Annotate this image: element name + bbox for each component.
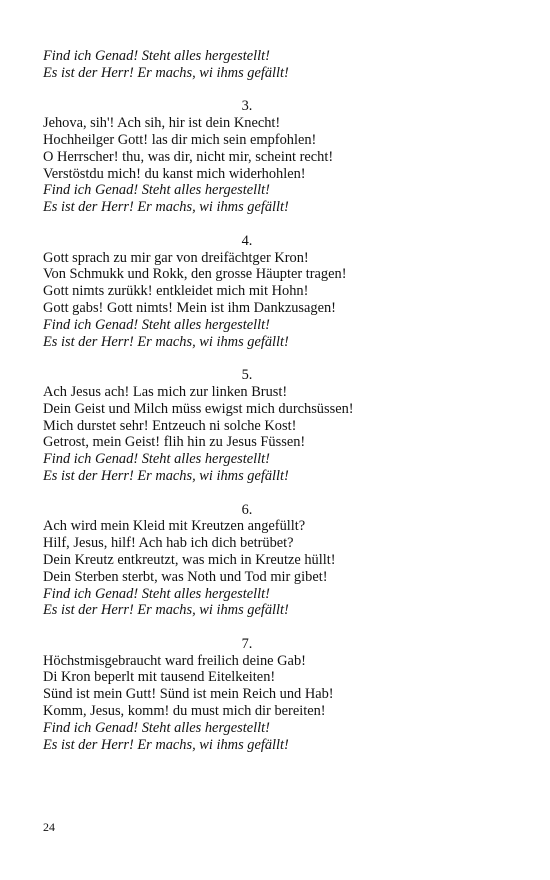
refrain-line: Es ist der Herr! Er machs, wi ihms gefällt! [43,199,289,216]
verse-line: Dein Sterben sterbt, was Noth und Tod mir gibet! [43,568,328,585]
verse-line: Von Schmukk und Rokk, den grosse Häupter tragen! [43,266,347,283]
stanza-number: 6. [241,501,253,518]
page-number: 24 [43,820,55,834]
verse-line: Komm, Jesus, komm! du must mich dir bereiten! [43,703,326,720]
poem-page [43,48,463,753]
refrain-line: Find ich Genad! Steht alles hergestellt! [43,316,270,333]
verse-line: Verstöstdu mich! du kanst mich widerhohlen! [43,165,306,182]
verse-line: Jehova, sih'! Ach sih, hir ist dein Knecht! [43,115,281,132]
stanza-7 [43,636,463,754]
stanza-number: 5. [241,367,253,384]
stanza-3 [43,98,463,216]
verse-line: Ach Jesus ach! Las mich zur linken Brust! [43,383,288,400]
verse-line: Höchstmisgebraucht ward freilich deine Gab! [43,652,306,669]
stanza-number: 3. [241,98,253,115]
opening-refrain [43,48,463,82]
stanza-number: 7. [241,635,253,652]
refrain-line: Find ich Genad! Steht alles hergestellt! [43,719,270,736]
verse-line: Hilf, Jesus, hilf! Ach hab ich dich betrübet? [43,535,294,552]
verse-line: O Herrscher! thu, was dir, nicht mir, scheint recht! [43,148,334,165]
verse-line: Getrost, mein Geist! flih hin zu Jesus Füssen! [43,434,306,451]
verse-line: Dein Geist und Milch müss ewigst mich durchsüssen! [43,400,354,417]
refrain-line: Find ich Genad! Steht alles hergestellt! [43,182,270,199]
refrain-line: Es ist der Herr! Er machs, wi ihms gefällt! [43,333,289,350]
verse-line: Di Kron beperlt mit tausend Eitelkeiten! [43,669,276,686]
refrain-line: Find ich Genad! Steht alles hergestellt! [43,48,270,64]
verse-line: Gott gabs! Gott nimts! Mein ist ihm Dankzusagen! [43,299,336,316]
refrain-line: Es ist der Herr! Er machs, wi ihms gefällt! [43,467,289,484]
stanza-4 [43,233,463,351]
refrain-line: Es ist der Herr! Er machs, wi ihms gefällt! [43,602,289,619]
refrain-line: Find ich Genad! Steht alles hergestellt! [43,585,270,602]
verse-line: Sünd ist mein Gutt! Sünd ist mein Reich und Hab! [43,686,334,703]
stanza-number: 4. [241,232,253,249]
verse-line: Mich durstet sehr! Entzeuch ni solche Kost! [43,417,297,434]
refrain-line: Es ist der Herr! Er machs, wi ihms gefällt! [43,64,289,81]
stanza-6 [43,502,463,620]
verse-line: Ach wird mein Kleid mit Kreutzen angefüllt? [43,518,306,535]
refrain-line: Es ist der Herr! Er machs, wi ihms gefällt! [43,736,289,753]
verse-line: Hochheilger Gott! las dir mich sein empfohlen! [43,131,317,148]
stanza-5 [43,367,463,485]
refrain-line: Find ich Genad! Steht alles hergestellt! [43,451,270,468]
verse-line: Gott nimts zurükk! entkleidet mich mit Hohn! [43,283,309,300]
verse-line: Gott sprach zu mir gar von dreifächtger Kron! [43,249,309,266]
verse-line: Dein Kreutz entkreutzt, was mich in Kreutze hüllt! [43,551,336,568]
